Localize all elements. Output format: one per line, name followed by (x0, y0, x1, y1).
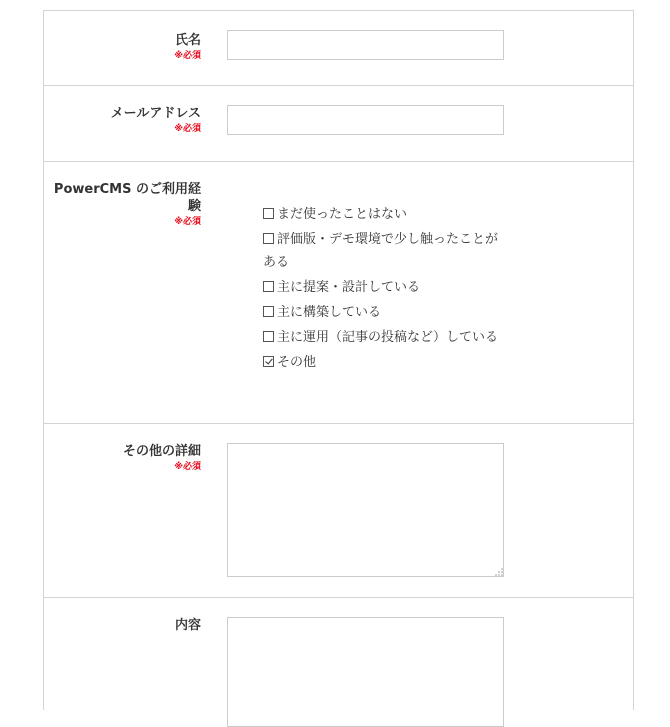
form-row-content (44, 598, 633, 718)
form-row-name (44, 11, 633, 86)
resize-grip-icon[interactable] (495, 568, 503, 576)
checkbox-label: 評価版・デモ環境で少し触ったことがある (263, 232, 499, 270)
field-label-content (175, 617, 201, 634)
form-row-experience (44, 162, 633, 424)
checkbox-label: 主に運用（記事の投稿など）している (277, 330, 499, 345)
checkbox-option[interactable] (263, 351, 503, 374)
field-label-text: PowerCMS のご利用経 (53, 182, 201, 197)
required-badge: ※必須 (174, 217, 201, 227)
required-badge: ※必須 (174, 51, 201, 61)
field-label-name (174, 32, 201, 63)
checkbox-label: まだ使ったことはない (277, 207, 408, 222)
checkbox-option[interactable] (263, 228, 503, 274)
other-detail-textarea[interactable] (227, 443, 504, 577)
checkbox-label: 主に構築している (277, 305, 382, 320)
checkbox-option[interactable] (263, 203, 503, 226)
field-label-text: その他の詳細 (122, 444, 201, 459)
form-row-other-detail (44, 424, 633, 598)
name-input[interactable] (227, 30, 504, 60)
checkbox-option[interactable] (263, 276, 503, 299)
field-label-email (111, 105, 201, 136)
email-input[interactable] (227, 105, 504, 135)
checkbox-label: 主に提案・設計している (277, 280, 421, 295)
field-label-experience (54, 181, 201, 229)
form-row-email (44, 86, 633, 162)
required-badge: ※必須 (174, 462, 201, 472)
checkbox-unchecked-icon[interactable] (263, 233, 274, 244)
inquiry-form (43, 10, 634, 710)
experience-checkbox-group (263, 203, 503, 376)
field-label-other-detail (123, 443, 201, 474)
content-textarea[interactable] (227, 617, 504, 727)
checkbox-label: その他 (277, 355, 317, 370)
field-label-text: メールアドレス (110, 106, 201, 121)
checkbox-unchecked-icon[interactable] (263, 306, 274, 317)
checkbox-unchecked-icon[interactable] (263, 208, 274, 219)
checkbox-checked-icon[interactable] (263, 356, 274, 367)
field-label-text: 内容 (174, 618, 201, 633)
checkbox-unchecked-icon[interactable] (263, 331, 274, 342)
checkbox-option[interactable] (263, 301, 503, 324)
checkbox-option[interactable] (263, 326, 503, 349)
field-label-text: 氏名 (174, 33, 201, 48)
required-badge: ※必須 (174, 124, 201, 134)
field-label-text-cont: 験 (187, 199, 201, 214)
checkbox-unchecked-icon[interactable] (263, 281, 274, 292)
